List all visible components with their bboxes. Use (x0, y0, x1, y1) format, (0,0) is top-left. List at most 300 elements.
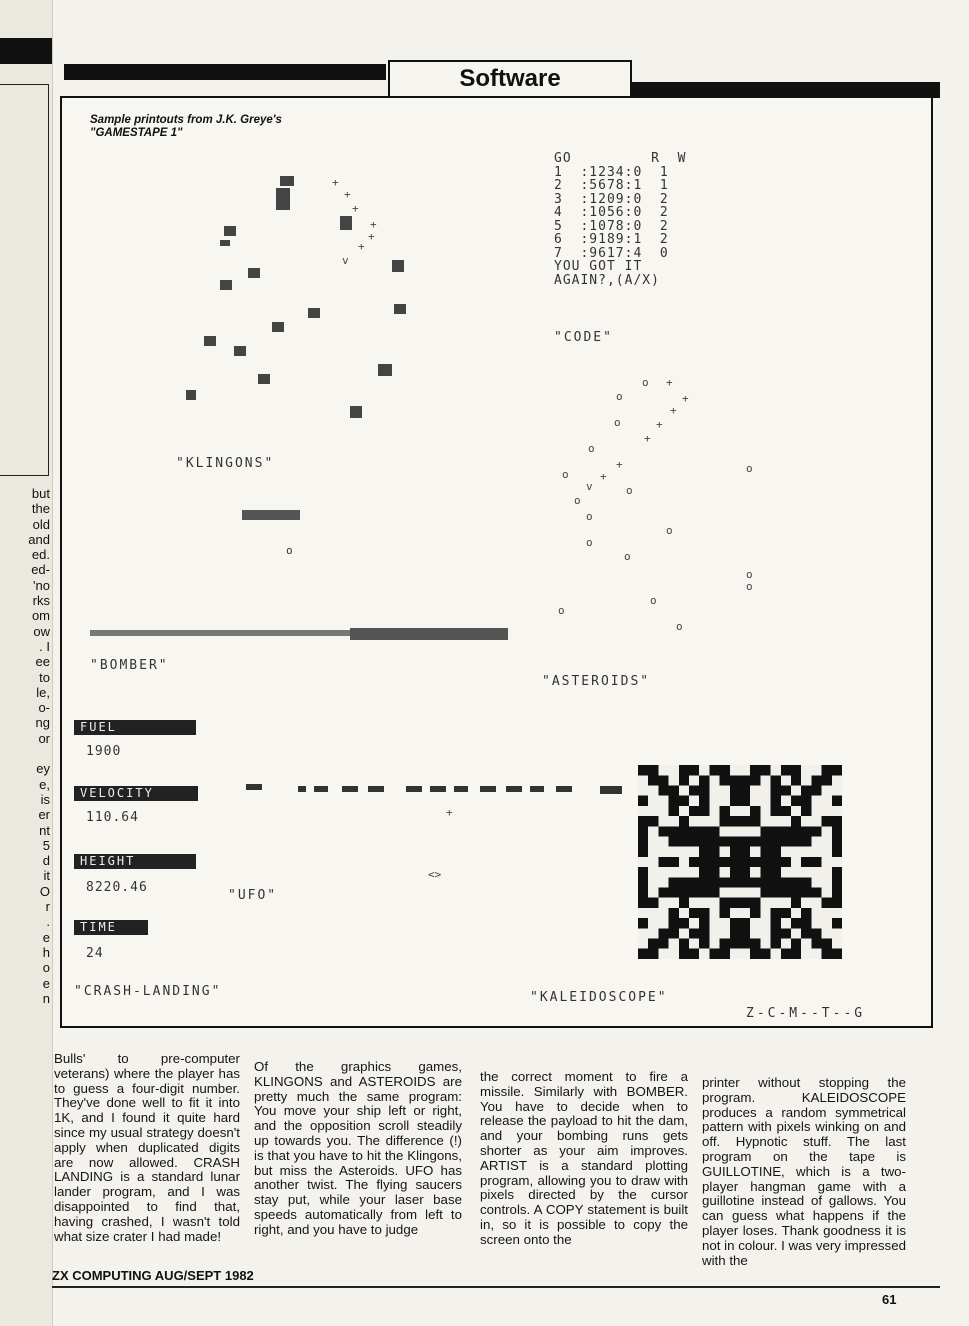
text-column-4 (702, 1076, 906, 1268)
kaleidoscope-pixel (669, 939, 679, 949)
flying-saucer (368, 786, 384, 792)
facing-page-fragment: e (42, 975, 50, 991)
kaleidoscope-pixel (709, 939, 719, 949)
kaleidoscope-pixel (730, 826, 740, 836)
facing-page-fragment: h (42, 944, 50, 960)
kaleidoscope-pixel (740, 826, 750, 836)
kaleidoscope-pixel (638, 908, 648, 918)
kaleidoscope-pixel (658, 908, 668, 918)
flying-saucer (246, 784, 262, 790)
facing-page-fragment: . (46, 914, 50, 930)
kaleidoscope-pixel (669, 898, 679, 908)
asteroid-mark: o (746, 580, 753, 593)
facing-page-fragment: the (31, 501, 50, 517)
text-column-1 (54, 1052, 240, 1244)
kaleidoscope-pixel (781, 847, 791, 857)
flying-saucer (454, 786, 468, 792)
facing-page-fragment: to (39, 669, 50, 685)
kaleidoscope-pixel (720, 826, 730, 836)
kaleidoscope-pixel (720, 928, 730, 938)
kaleidoscope-background (638, 765, 842, 959)
bomber-ground (90, 630, 350, 636)
asteroids-printout (552, 374, 772, 644)
kaleidoscope-pixel (638, 928, 648, 938)
missile-mark: + (368, 230, 375, 243)
kaleidoscope-pixel (720, 888, 730, 898)
kaleidoscope-pixel (832, 786, 842, 796)
column-2-text: Of the graphics games, KLINGONS and ASTEROIDS are pretty much the same program: You move your ship left or right, and the opposition scroll steadily up towards you. The difference (!) is that you have to hit the Klingons, but miss the Asteroids. UFO has another twist. The flying saucers stay put, while your laser base speeds automatically from left to right, and you have to judge (254, 1059, 462, 1237)
facing-page-fragment: nt (39, 822, 50, 838)
kaleidoscope-pixel (781, 796, 791, 806)
kaleidoscope-pixel (811, 877, 821, 887)
kaleidoscope-pixel (750, 847, 760, 857)
section-header (64, 60, 940, 98)
klingon-sprite (394, 304, 406, 314)
kaleidoscope-pixel (791, 806, 801, 816)
kaleidoscope-pixel (750, 786, 760, 796)
kaleidoscope-pixel (822, 877, 832, 887)
kaleidoscope-pixel (658, 877, 668, 887)
kaleidoscope-pixel (811, 837, 821, 847)
kaleidoscope-pixel (709, 796, 719, 806)
flying-saucer (298, 786, 306, 792)
kaleidoscope-pixel (669, 816, 679, 826)
kaleidoscope-pixel (822, 796, 832, 806)
kaleidoscope-pixel (669, 775, 679, 785)
column-3-text: the correct moment to fire a missile. Similarly with BOMBER. You have to decide when to release the payload to hit the dam, and your bombing runs gets shorter as your aim improves. ARTIST is a standard plotting program, allowing you to draw with pixels directed by the cursor controls. A COPY statement is built in, so it is possible to copy the screen onto the (480, 1069, 688, 1247)
facing-page-fragment: ed- (31, 562, 50, 578)
kaleidoscope-pixel (679, 867, 689, 877)
asteroid-mark: o (616, 390, 623, 403)
kaleidoscope-pixel (658, 949, 668, 959)
kaleidoscope-pixel (822, 786, 832, 796)
missile-mark: + (670, 404, 677, 417)
kaleidoscope-pixel (679, 928, 689, 938)
kaleidoscope-pixel (648, 888, 658, 898)
ship-mark: v (342, 254, 349, 267)
missile-mark: + (446, 806, 453, 819)
kaleidoscope-pixel (720, 867, 730, 877)
text-column-2 (254, 1060, 462, 1238)
asteroid-mark: o (614, 416, 621, 429)
kaleidoscope-pixel (781, 775, 791, 785)
facing-page-fragment: rks (32, 593, 50, 609)
facing-page-fragment: o- (38, 700, 50, 716)
missile-mark: + (370, 218, 377, 231)
kaleidoscope-pixel (781, 918, 791, 928)
facing-page-fragment: old (32, 516, 50, 532)
kaleidoscope-pixel (648, 796, 658, 806)
code-screen-line: 6 :9189:1 2 (554, 232, 669, 247)
code-screen-line: 4 :1056:0 2 (554, 205, 669, 220)
ufo-printout (240, 778, 640, 888)
kaleidoscope-pixel (658, 898, 668, 908)
code-screen-line: YOU GOT IT (554, 259, 643, 274)
facing-page-text-fragments (0, 486, 50, 1006)
kaleidoscope-pixel (689, 796, 699, 806)
asteroid-mark: o (746, 568, 753, 581)
ufo-label: "UFO" (228, 888, 278, 903)
kaleidoscope-pixel (689, 867, 699, 877)
kaleidoscope-pattern (638, 764, 842, 960)
kaleidoscope-pixel (750, 888, 760, 898)
kaleidoscope-pixel (781, 898, 791, 908)
fuel-value: 1900 (86, 744, 122, 759)
kaleidoscope-pixel (801, 949, 811, 959)
klingon-sprite (234, 346, 246, 356)
missile-mark: + (332, 176, 339, 189)
klingon-sprite (220, 280, 232, 290)
klingon-sprite (308, 308, 320, 318)
missile-mark: + (600, 470, 607, 483)
height-label: HEIGHT (74, 854, 196, 869)
kaleidoscope-label: "KALEIDOSCOPE" (530, 990, 668, 1005)
flying-saucer (506, 786, 522, 792)
bomber-plane (242, 510, 300, 520)
facing-page-fragment: but (31, 486, 50, 501)
klingon-sprite (378, 364, 392, 376)
asteroid-mark: o (746, 462, 753, 475)
kaleidoscope-pixel (801, 867, 811, 877)
flying-saucer (430, 786, 446, 792)
text-column-3 (480, 1070, 688, 1248)
klingon-sprite (350, 406, 362, 418)
kaleidoscope-pixel (791, 908, 801, 918)
kaleidoscope-pixel (648, 806, 658, 816)
printout-figure (60, 96, 933, 1028)
facing-page-fragment: ng (35, 715, 50, 731)
kaleidoscope-pixel (658, 918, 668, 928)
velocity-label: VELOCITY (74, 786, 198, 801)
klingon-sprite (224, 226, 236, 236)
kaleidoscope-pixel (658, 796, 668, 806)
kaleidoscope-pixel (760, 898, 770, 908)
kaleidoscope-pixel (689, 898, 699, 908)
figure-caption-line1: Sample printouts from J.K. Greye's (90, 114, 282, 126)
missile-mark: + (666, 376, 673, 389)
kaleidoscope-pixel (801, 898, 811, 908)
time-value: 24 (86, 946, 104, 961)
column-1-text: Bulls' to pre-computer veterans) where the player has to guess a four-digit number. They've done well to fit it into 1K, and I found it quite hard since my usual strategy doesn't apply when duplicated digits are now allowed. CRASH LANDING is a standard lunar lander program, and I was disappointed to find that, having crashed, I wasn't told what size crater I had made! (54, 1051, 240, 1244)
kaleidoscope-pixel (669, 847, 679, 857)
laser-base: <> (428, 868, 442, 881)
kaleidoscope-pixel (750, 867, 760, 877)
kaleidoscope-pixel (760, 918, 770, 928)
page-number: 61 (882, 1292, 897, 1307)
kaleidoscope-pixel (811, 898, 821, 908)
code-screen-line: 2 :5678:1 1 (554, 178, 669, 193)
kaleidoscope-pixel (760, 908, 770, 918)
kaleidoscope-pixel (648, 918, 658, 928)
kaleidoscope-pixel (740, 806, 750, 816)
kaleidoscope-pixel (720, 847, 730, 857)
kaleidoscope-pixel (771, 816, 781, 826)
kaleidoscope-pixel (760, 786, 770, 796)
facing-page-header-bar (0, 38, 52, 64)
figure-caption (90, 114, 340, 140)
kaleidoscope-pixel (730, 908, 740, 918)
kaleidoscope-pixel (658, 765, 668, 775)
kaleidoscope-pixel (822, 908, 832, 918)
kaleidoscope-pixel (638, 939, 648, 949)
ship-mark: v (586, 480, 593, 493)
code-screen-line: AGAIN?,(A/X) (554, 272, 660, 288)
kaleidoscope-pixel (648, 847, 658, 857)
kaleidoscope-pixel (720, 918, 730, 928)
bomber-label: "BOMBER" (90, 658, 169, 673)
column-4-text: printer without stopping the program. KALEIDOSCOPE produces a random symmetrical pattern with pixels winking on and off. Hypnotic stuff. The last program on the tape is GUILLOTINE, which is a two-player hangman game with a guillotine instead of gallows. You can guess what happens if the player loses. Thank goodness it is not in colour. I was very impressed with the (702, 1075, 906, 1268)
asteroid-mark: o (562, 468, 569, 481)
kaleidoscope-pixel (648, 826, 658, 836)
code-screen-line: 7 :9617:4 0 (554, 245, 669, 261)
kaleidoscope-pixel (822, 857, 832, 867)
klingon-sprite (248, 268, 260, 278)
facing-page-fragment: 5 (42, 837, 50, 853)
facing-page-fragment: r (45, 899, 50, 915)
facing-page-fragment: and (28, 531, 50, 547)
kaleidoscope-pixel (699, 765, 709, 775)
kaleidoscope-pixel (750, 928, 760, 938)
flying-saucer (600, 786, 622, 794)
kaleidoscope-pixel (679, 847, 689, 857)
kaleidoscope-pixel (822, 867, 832, 877)
kaleidoscope-pixel (648, 786, 658, 796)
kaleidoscope-pixel (822, 806, 832, 816)
facing-page-figure-edge (0, 84, 49, 476)
asteroid-mark: o (676, 620, 683, 633)
footer-rule (52, 1286, 940, 1288)
kaleidoscope-pixel (832, 928, 842, 938)
facing-page-fragment: e (42, 929, 50, 945)
asteroid-mark: o (588, 442, 595, 455)
kaleidoscope-pixel (832, 908, 842, 918)
kaleidoscope-pixel (679, 857, 689, 867)
kaleidoscope-pixel (689, 816, 699, 826)
figure-caption-line2: "GAMESTAPE 1" (90, 127, 183, 139)
kaleidoscope-pixel (648, 857, 658, 867)
kaleidoscope-pixel (791, 786, 801, 796)
kaleidoscope-pixel (791, 928, 801, 938)
kaleidoscope-pixel (709, 816, 719, 826)
facing-page-fragment: o (42, 960, 50, 976)
asteroid-mark: o (586, 510, 593, 523)
kaleidoscope-pixel (669, 867, 679, 877)
kaleidoscope-pixel (771, 765, 781, 775)
klingon-sprite (276, 188, 290, 210)
klingons-label: "KLINGONS" (176, 456, 275, 471)
kaleidoscope-pixel (648, 908, 658, 918)
klingon-sprite (204, 336, 216, 346)
kaleidoscope-pixel (801, 939, 811, 949)
missile-mark: + (352, 202, 359, 215)
missile-mark: + (344, 188, 351, 201)
facing-page-fragment: or (38, 730, 50, 746)
kaleidoscope-pixel (750, 826, 760, 836)
facing-page-fragment: it (43, 868, 50, 884)
kaleidoscope-pixel (771, 898, 781, 908)
kaleidoscope-pixel (781, 939, 791, 949)
kaleidoscope-pixel (709, 918, 719, 928)
kaleidoscope-pixel (730, 888, 740, 898)
kaleidoscope-pixel (648, 928, 658, 938)
kaleidoscope-pixel (740, 908, 750, 918)
kaleidoscope-pixel (699, 816, 709, 826)
kaleidoscope-pixel (832, 775, 842, 785)
kaleidoscope-pixel (689, 939, 699, 949)
kaleidoscope-pixel (699, 898, 709, 908)
time-label: TIME (74, 920, 148, 935)
kaleidoscope-pixel (801, 816, 811, 826)
facing-page-fragment: ed. (31, 547, 50, 563)
kaleidoscope-pixel (658, 837, 668, 847)
kaleidoscope-pixel (750, 796, 760, 806)
facing-page-fragment: e, (39, 776, 50, 792)
asteroid-mark: o (642, 376, 649, 389)
flying-saucer (556, 786, 572, 792)
facing-page-fragment: le, (36, 684, 50, 700)
code-screen-printout (554, 152, 686, 287)
kaleidoscope-pixel (750, 918, 760, 928)
klingon-sprite (340, 216, 352, 230)
guillotine-word: Z-C-M--T--G (746, 1006, 866, 1021)
kaleidoscope-pixel (689, 918, 699, 928)
missile-mark: + (656, 418, 663, 431)
flying-saucer (342, 786, 358, 792)
kaleidoscope-pixel (822, 837, 832, 847)
code-screen-line: 5 :1078:0 2 (554, 218, 669, 234)
kaleidoscope-pixel (811, 918, 821, 928)
kaleidoscope-pixel (740, 949, 750, 959)
kaleidoscope-pixel (730, 806, 740, 816)
kaleidoscope-pixel (709, 898, 719, 908)
facing-page-fragment: er (38, 807, 50, 823)
kaleidoscope-pixel (709, 786, 719, 796)
section-title: Software (388, 60, 632, 100)
kaleidoscope-pixel (822, 826, 832, 836)
flying-saucer (314, 786, 328, 792)
facing-page-fragment: O (39, 883, 50, 899)
kaleidoscope-pixel (638, 786, 648, 796)
header-bar-left (64, 64, 386, 80)
kaleidoscope-pixel (822, 928, 832, 938)
kaleidoscope-pixel (658, 816, 668, 826)
asteroid-mark: o (558, 604, 565, 617)
kaleidoscope-pixel (760, 806, 770, 816)
facing-page-fragment: d (42, 853, 50, 869)
flying-saucer (480, 786, 496, 792)
kaleidoscope-pixel (760, 928, 770, 938)
kaleidoscope-pixel (709, 928, 719, 938)
kaleidoscope-pixel (811, 816, 821, 826)
kaleidoscope-pixel (781, 867, 791, 877)
klingon-sprite (280, 176, 294, 186)
kaleidoscope-pixel (709, 775, 719, 785)
magazine-footer: ZX COMPUTING AUG/SEPT 1982 (52, 1268, 254, 1283)
asteroids-label: "ASTEROIDS" (542, 674, 651, 689)
kaleidoscope-pixel (811, 949, 821, 959)
fuel-label: FUEL (74, 720, 196, 735)
kaleidoscope-pixel (822, 847, 832, 857)
asteroid-mark: o (586, 536, 593, 549)
code-screen-line: GO R W (554, 151, 687, 166)
kaleidoscope-pixel (832, 857, 842, 867)
asteroid-mark: o (624, 550, 631, 563)
kaleidoscope-pixel (811, 765, 821, 775)
kaleidoscope-pixel (740, 765, 750, 775)
kaleidoscope-pixel (832, 939, 842, 949)
facing-page-fragment: 'no (33, 577, 50, 593)
kaleidoscope-pixel (791, 867, 801, 877)
facing-page-fragment: n (42, 990, 50, 1006)
missile-mark: + (644, 432, 651, 445)
kaleidoscope-pixel (648, 877, 658, 887)
height-value: 8220.46 (86, 880, 148, 895)
missile-mark: + (358, 240, 365, 253)
kaleidoscope-pixel (699, 949, 709, 959)
kaleidoscope-pixel (658, 867, 668, 877)
facing-page-fragment: ee (35, 654, 50, 670)
missile-mark: + (682, 392, 689, 405)
kaleidoscope-pixel (638, 775, 648, 785)
kaleidoscope-pixel (832, 806, 842, 816)
kaleidoscope-pixel (669, 765, 679, 775)
kaleidoscope-pixel (801, 847, 811, 857)
kaleidoscope-pixel (791, 847, 801, 857)
kaleidoscope-pixel (648, 867, 658, 877)
klingon-sprite (186, 390, 196, 400)
kaleidoscope-pixel (811, 847, 821, 857)
code-label: "CODE" (554, 330, 613, 345)
kaleidoscope-pixel (760, 816, 770, 826)
missile-mark: + (616, 458, 623, 471)
kaleidoscope-pixel (801, 775, 811, 785)
klingon-sprite (220, 240, 230, 246)
kaleidoscope-pixel (679, 786, 689, 796)
facing-page-fragment: . I (39, 638, 50, 654)
asteroid-mark: o (574, 494, 581, 507)
klingons-printout (172, 168, 412, 438)
kaleidoscope-pixel (709, 806, 719, 816)
kaleidoscope-pixel (658, 847, 668, 857)
bomber-bomb: o (286, 544, 294, 557)
facing-page-fragment: ow (33, 623, 50, 639)
code-screen-line: 1 :1234:0 1 (554, 164, 669, 180)
asteroid-mark: o (650, 594, 657, 607)
kaleidoscope-pixel (689, 847, 699, 857)
kaleidoscope-pixel (771, 949, 781, 959)
kaleidoscope-pixel (709, 908, 719, 918)
kaleidoscope-pixel (730, 949, 740, 959)
facing-page-fragment: ey (36, 761, 50, 777)
kaleidoscope-pixel (720, 786, 730, 796)
kaleidoscope-pixel (811, 796, 821, 806)
kaleidoscope-pixel (760, 939, 770, 949)
klingon-sprite (258, 374, 270, 384)
klingon-sprite (392, 260, 404, 272)
bomber-dam (350, 628, 508, 640)
kaleidoscope-pixel (679, 806, 689, 816)
crash-landing-label: "CRASH-LANDING" (74, 984, 222, 999)
kaleidoscope-pixel (822, 888, 832, 898)
kaleidoscope-pixel (638, 806, 648, 816)
kaleidoscope-pixel (781, 816, 791, 826)
kaleidoscope-pixel (811, 867, 821, 877)
facing-page-fragment (0, 746, 50, 761)
kaleidoscope-pixel (638, 857, 648, 867)
kaleidoscope-pixel (720, 796, 730, 806)
kaleidoscope-pixel (730, 765, 740, 775)
flying-saucer (530, 786, 544, 792)
